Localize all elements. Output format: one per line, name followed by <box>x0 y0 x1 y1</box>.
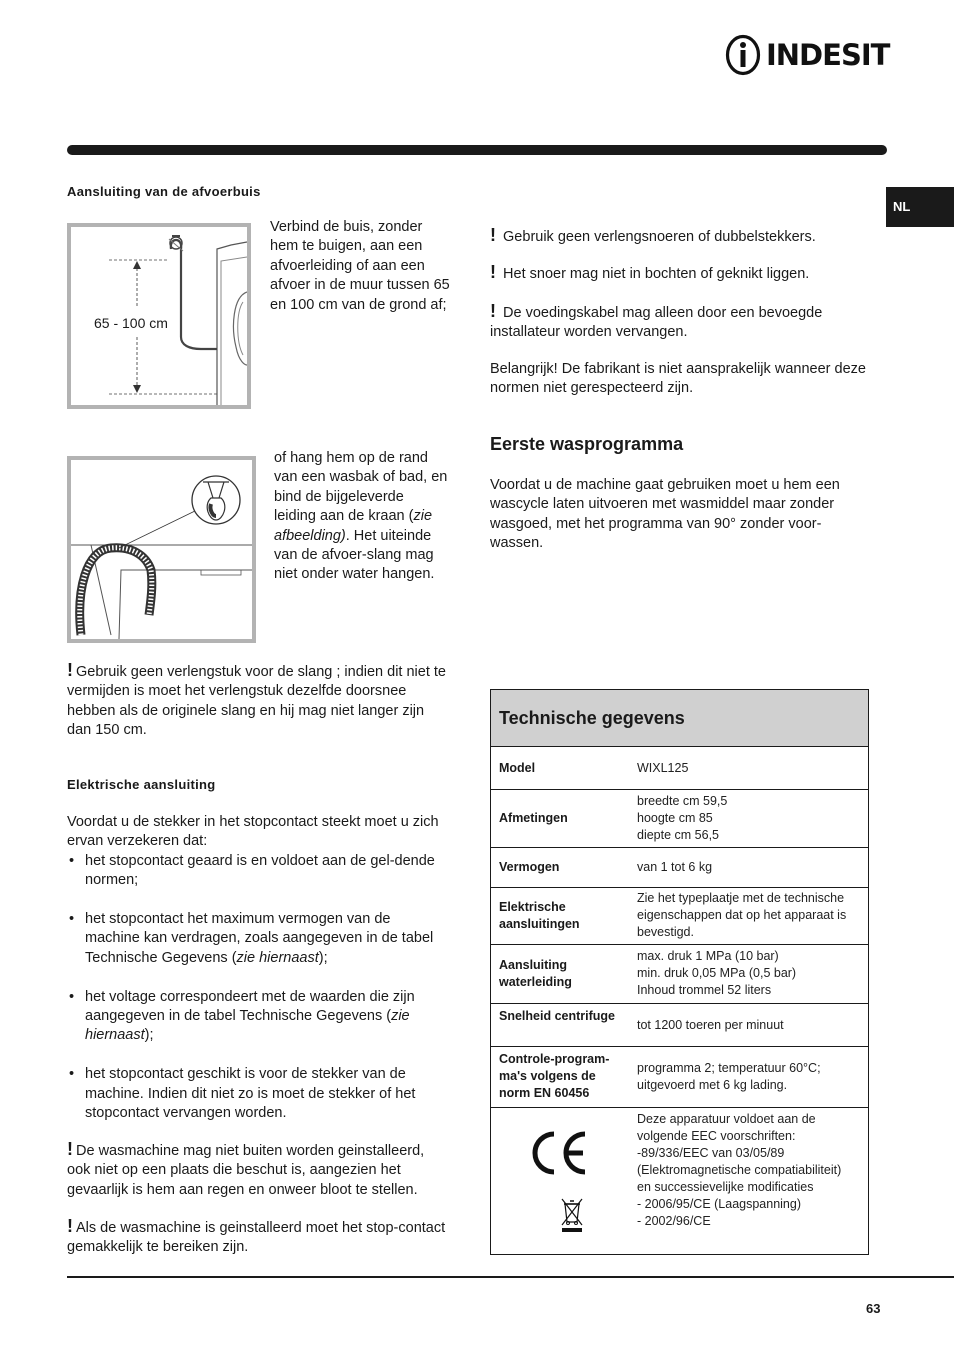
weee-bin-icon <box>560 1196 584 1232</box>
table-row <box>491 1004 868 1047</box>
header-bar <box>67 145 887 155</box>
ce-line: Deze apparatuur voldoet aan de <box>637 1112 816 1126</box>
drum-capacity: Inhoud trommel 52 liters <box>637 983 772 997</box>
ce-line: en successievelijke modificaties <box>637 1180 814 1194</box>
row-label: Model <box>499 761 536 775</box>
table-title: Technische gegevens <box>491 690 868 747</box>
water-max-pressure: max. druk 1 MPa (10 bar) <box>637 949 779 963</box>
row-label: Elektrische aansluitingen <box>499 900 580 931</box>
drain-text-1: Verbind de buis, zonder hem te buigen, aan een afvoerleiding of aan een afvoer in de muur tussen 65 en 100 cm van de grond af; <box>270 219 450 313</box>
cable-warning-1 <box>490 226 866 247</box>
warning-mark: ! <box>67 1139 73 1159</box>
bullet3-b: ); <box>144 1027 154 1044</box>
bullet2-italic: zie hiernaast <box>236 949 319 966</box>
indesit-logo <box>724 34 889 76</box>
electric-intro: Voordat u de stekker in het stopcontact steekt moet u zich ervan verzekeren dat: <box>67 814 439 850</box>
ce-line: -89/336/EEC van 03/05/89 <box>637 1146 785 1160</box>
extension-warning-text: Gebruik geen verlengstuk voor de slang ; indien dit niet te vermijden is moet het verlengstuk dezelfde doorsnee hebben als de originele slang en hij mag niet langer zijn dan 150 cm. <box>67 664 446 739</box>
outside-warning-text: De wasmachine mag niet buiten worden geinstalleerd, ook niet op een plaats die beschut is, aangezien het gevaarlijk is hem aan regen en onweer bloot te stellen. <box>67 1143 425 1198</box>
warning-mark: ! <box>490 301 496 321</box>
warning-mark: ! <box>490 225 496 245</box>
table-row <box>491 1108 868 1255</box>
row-label: Afmetingen <box>499 811 568 825</box>
row-value: van 1 tot 6 kg <box>637 860 713 874</box>
row-label: Controle-program-ma's volgens de norm EN 60456 <box>499 1052 610 1100</box>
drain-text-2 <box>274 449 449 585</box>
row-value: Zie het typeplaatje met de technische eigenschappen dat op het apparaat is bevestigd. <box>637 891 847 939</box>
dimension-width: breedte cm 59,5 <box>637 794 728 808</box>
language-tab: NL <box>886 187 954 227</box>
row-label: Snelheid centrifuge <box>499 1009 615 1023</box>
bullet2-b: ); <box>318 949 328 966</box>
ce-compliance-text <box>637 1111 865 1230</box>
row-label: Aansluiting waterleiding <box>499 958 572 989</box>
row-value <box>637 948 865 999</box>
access-warning-text: Als de wasmachine is geinstalleerd moet het stop-contact gemakkelijk te bereiken zijn. <box>67 1220 446 1256</box>
outside-warning <box>67 1140 447 1200</box>
cable-warning-2 <box>490 263 866 284</box>
row-value: programma 2; temperatuur 60°C; uitgevoerd met 6 kg lading. <box>637 1061 821 1092</box>
drain-text-2-italic: zie afbeelding) <box>274 508 433 544</box>
drain-text-2-b: . Het uiteinde van de afvoer-slang mag niet onder water hangen. <box>274 527 435 583</box>
row-value: tot 1200 toeren per minuut <box>637 1018 784 1032</box>
drain-text-2-a: of hang hem op de rand van een wasbak of bad, en bind de bijgeleverde leiding aan de kraan ( <box>274 450 448 525</box>
list-item: • het stopcontact geschikt is voor de stekker van de machine. Indien dit niet zo is moet de stekker of het stopcontact vervangen worden. <box>67 1065 447 1123</box>
cable-warning-3-text: De voedingskabel mag alleen door een bevoegde installateur worden vervangen. <box>490 305 823 341</box>
warning-mark: ! <box>490 262 496 282</box>
bullet3-italic: zie hiernaast <box>85 1008 410 1044</box>
row-value: WIXL125 <box>637 761 689 775</box>
dimension-height: hoogte cm 85 <box>637 811 713 825</box>
ce-line: - 2006/95/CE (Laagspanning) <box>637 1197 802 1211</box>
warning-mark: ! <box>67 1216 73 1236</box>
sink-hook-figure <box>67 456 256 643</box>
row-value <box>637 793 865 844</box>
tech-specs-table <box>490 689 869 1255</box>
ce-line: (Elektromagnetische compatiabiliteit) <box>637 1163 842 1177</box>
dimension-depth: diepte cm 56,5 <box>637 828 719 842</box>
drain-heading: Aansluiting van de afvoerbuis <box>67 184 261 199</box>
table-row <box>491 747 868 790</box>
liability-note: Belangrijk! De fabrikant is niet aansprakelijk wanneer deze normen niet gerespecteerd zijn. <box>490 361 866 397</box>
cable-warning-1-text: Gebruik geen verlengsnoeren of dubbelstekkers. <box>503 229 816 245</box>
electric-heading: Elektrische aansluiting <box>67 777 216 792</box>
extension-warning <box>67 661 447 741</box>
list-item <box>67 910 447 968</box>
table-row <box>491 945 868 1004</box>
electric-section <box>67 813 447 1143</box>
table-row <box>491 888 868 945</box>
table-row <box>491 848 868 888</box>
footer-rule <box>67 1276 954 1278</box>
first-wash-heading: Eerste wasprogramma <box>490 434 684 454</box>
logo-wordmark: INDESIT <box>766 38 890 72</box>
cable-warning-2-text: Het snoer mag niet in bochten of geknikt liggen. <box>503 266 810 282</box>
drain-height-figure <box>67 223 251 409</box>
first-wash-text: Voordat u de machine gaat gebruiken moet u hem een wascycle laten uitvoeren met wasmiddel maar zonder wasgoed, met het programma van 90° zonder voor-wassen. <box>490 477 840 552</box>
cable-warning-3 <box>490 302 866 343</box>
electric-checklist <box>67 852 447 1124</box>
bullet2-a: het stopcontact het maximum vermogen van de machine kan verdragen, zoals aangegeven in de tabel Technische Gegevens ( <box>85 911 434 966</box>
access-warning <box>67 1217 447 1258</box>
ce-mark-icon <box>529 1128 589 1178</box>
ce-line: volgende EEC voorschriften: <box>637 1129 796 1143</box>
ce-line: - 2002/96/CE <box>637 1214 711 1228</box>
logo-i-icon <box>724 34 764 76</box>
sink-hose-illustration <box>71 460 252 639</box>
table-row <box>491 1047 868 1108</box>
bullet3-a: het voltage correspondeert met de waarden die zijn aangegeven in de tabel Technische Gegevens ( <box>85 988 415 1025</box>
water-min-pressure: min. druk 0,05 MPa (0,5 bar) <box>637 966 797 980</box>
warning-mark: ! <box>67 660 73 680</box>
height-range-label: 65 - 100 cm <box>94 315 168 331</box>
list-item <box>67 988 447 1046</box>
row-label: Vermogen <box>499 860 560 874</box>
table-row <box>491 790 868 848</box>
page-number: 63 <box>866 1301 881 1316</box>
list-item: • het stopcontact geaard is en voldoet aan de gel-dende normen; <box>67 852 447 891</box>
